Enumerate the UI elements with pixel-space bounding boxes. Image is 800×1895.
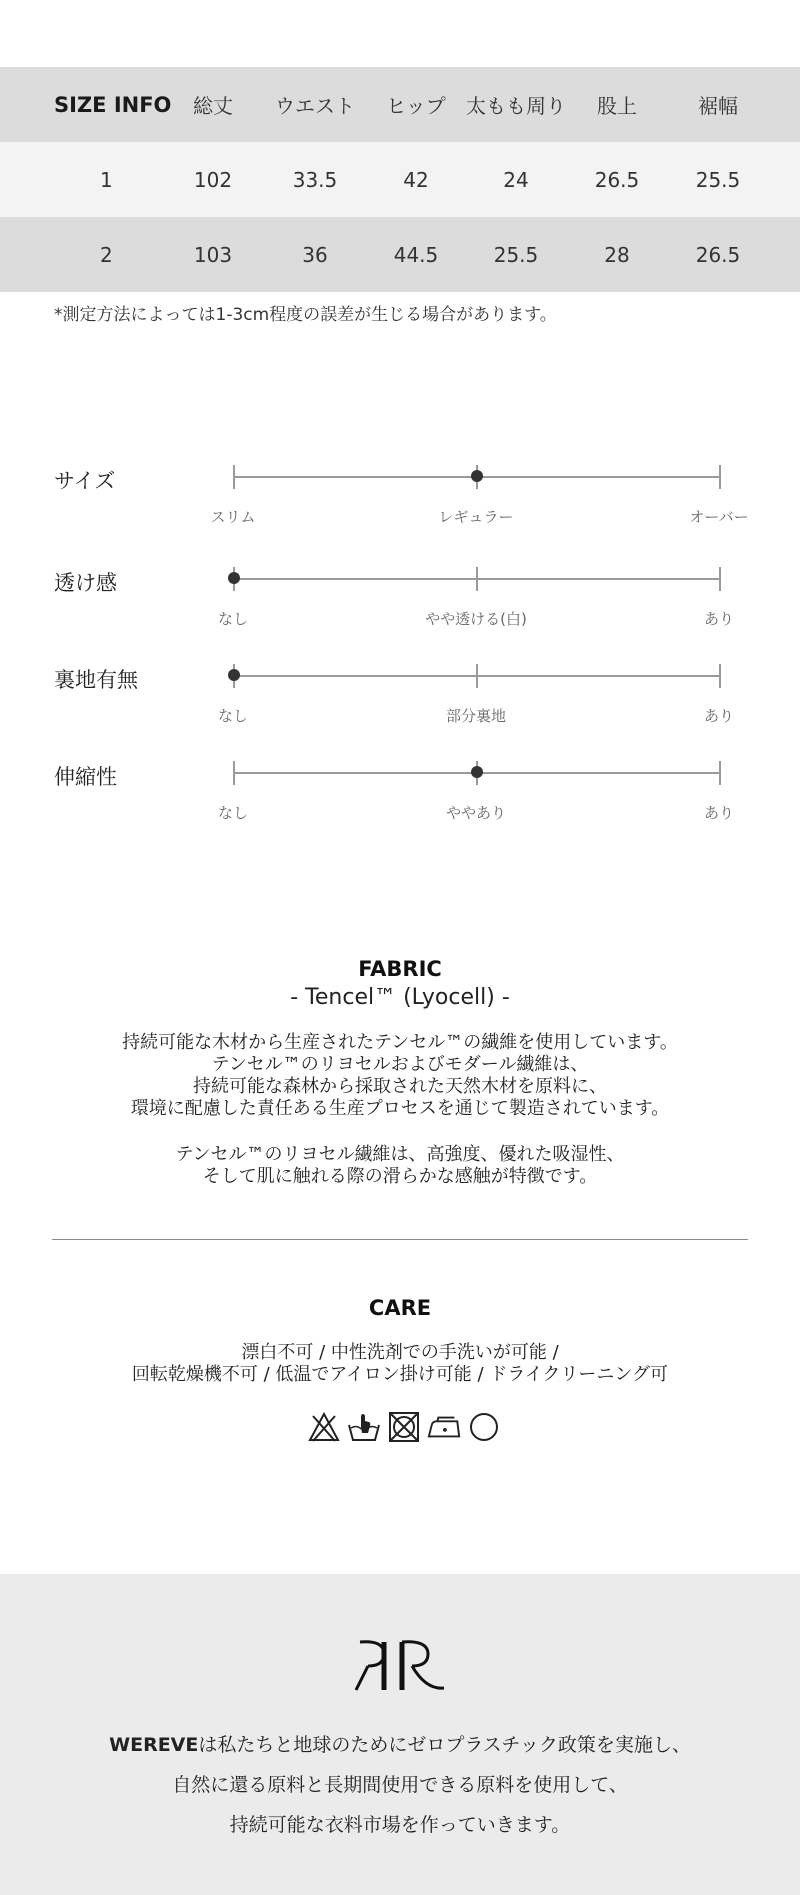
brand-logo — [354, 1638, 446, 1698]
brand-name: WEREVE — [109, 1734, 199, 1756]
table-cell: 33.5 — [292, 167, 338, 192]
size-note: *測定方法によっては1-3cm程度の誤差が生じる場合があります。 — [54, 305, 557, 325]
table-cell: 25.5 — [695, 167, 741, 192]
text-line: 持続可能な森林から採取された天然木材を原料に、 — [193, 1076, 607, 1097]
scale-label: サイズ — [54, 469, 116, 493]
scale-option: 部分裏地 — [445, 707, 507, 725]
footer-line-2: 自然に還る原料と長期間使用できる原料を使用して、 — [172, 1774, 628, 1796]
table-row — [0, 142, 800, 217]
size-table — [0, 67, 800, 292]
table-cell: 2 — [100, 242, 113, 267]
table-cell: 36 — [302, 242, 328, 267]
care-text — [0, 1342, 800, 1386]
text-line: そして肌に触れる際の滑らかな感触が特徴です。 — [202, 1166, 598, 1187]
scale-option: スリム — [210, 508, 256, 526]
scale-size — [0, 465, 800, 525]
table-row — [0, 217, 800, 292]
text-line: 回転乾燥機不可 / 低温でアイロン掛け可能 / ドライクリーニング可 — [131, 1364, 669, 1385]
scale-label: 伸縮性 — [54, 765, 117, 789]
header-hem: 裾幅 — [698, 94, 738, 118]
scale-label: 透け感 — [54, 571, 117, 595]
scale-track — [210, 476, 749, 526]
header-thigh: 太もも周り — [466, 94, 566, 118]
scale-lining — [0, 664, 800, 724]
table-cell: 103 — [193, 242, 233, 267]
no-tumble-dry-icon — [386, 1410, 422, 1444]
scale-track — [217, 578, 735, 628]
text-line: 環境に配慮した責任ある生産プロセスを通じて製造されています。 — [130, 1098, 670, 1119]
scale-marker — [228, 669, 240, 681]
scale-marker — [471, 766, 483, 778]
fabric-paragraph-1 — [0, 1032, 800, 1120]
scale-option: ややあり — [445, 804, 507, 822]
scale-option: あり — [703, 707, 735, 725]
section-divider — [52, 1239, 748, 1240]
scale-tick — [476, 567, 478, 591]
scale-marker — [471, 470, 483, 482]
header-hip: ヒップ — [386, 94, 446, 118]
scale-option: なし — [217, 707, 249, 725]
table-cell: 44.5 — [393, 242, 439, 267]
footer-line-3: 持続可能な衣料市場を作っていきます。 — [229, 1814, 571, 1836]
text-line: 持続可能な木材から生産されたテンセル™の繊維を使用しています。 — [122, 1032, 678, 1053]
table-cell: 42 — [403, 167, 429, 192]
no-bleach-icon — [306, 1410, 342, 1444]
scale-tick — [233, 761, 235, 785]
table-cell: 25.5 — [493, 242, 539, 267]
table-cell: 26.5 — [594, 167, 640, 192]
hand-wash-icon — [346, 1410, 382, 1444]
footer-line-1 — [0, 1730, 800, 1757]
low-iron-icon — [426, 1410, 462, 1444]
scale-tick — [719, 567, 721, 591]
scale-option: レギュラー — [438, 508, 514, 526]
scale-option: なし — [217, 610, 249, 628]
table-cell: 28 — [604, 242, 630, 267]
scale-option: あり — [703, 804, 735, 822]
scale-track — [217, 675, 735, 725]
scale-label: 裏地有無 — [54, 668, 138, 692]
scale-track — [217, 772, 735, 822]
scale-tick — [476, 664, 478, 688]
scale-option: やや透ける(白) — [425, 610, 527, 628]
footer — [0, 1574, 800, 1895]
scale-transparency — [0, 567, 800, 627]
scale-tick — [719, 664, 721, 688]
fabric-paragraph-2 — [0, 1144, 800, 1188]
fabric-title: FABRIC — [358, 957, 442, 981]
scale-option: あり — [703, 610, 735, 628]
scale-option: なし — [217, 804, 249, 822]
scale-tick — [233, 465, 235, 489]
dry-clean-icon — [466, 1410, 502, 1444]
header-size-info: SIZE INFO — [54, 92, 172, 117]
header-rise: 股上 — [597, 94, 637, 118]
table-cell: 24 — [503, 167, 529, 192]
fabric-subtitle: - Tencel™ (Lyocell) - — [290, 985, 510, 1010]
care-icons — [306, 1410, 502, 1444]
text-line: 漂白不可 / 中性洗剤での手洗いが可能 / — [241, 1342, 559, 1363]
table-cell: 102 — [193, 167, 233, 192]
text-line: テンセル™のリヨセルおよびモダール繊維は、 — [211, 1054, 589, 1075]
text-line: テンセル™のリヨセル繊維は、高強度、優れた吸湿性、 — [175, 1144, 625, 1165]
scale-tick — [719, 465, 721, 489]
care-title: CARE — [368, 1296, 432, 1320]
table-cell: 26.5 — [695, 242, 741, 267]
header-length: 総丈 — [193, 94, 233, 118]
scale-tick — [719, 761, 721, 785]
scale-option: オーバー — [689, 508, 749, 526]
scale-marker — [228, 572, 240, 584]
footer-text: は私たちと地球のためにゼロプラスチック政策を実施し、 — [198, 1734, 691, 1756]
scale-stretch — [0, 761, 800, 821]
header-waist: ウエスト — [275, 94, 355, 118]
size-table-header — [0, 67, 800, 142]
table-cell: 1 — [100, 167, 113, 192]
